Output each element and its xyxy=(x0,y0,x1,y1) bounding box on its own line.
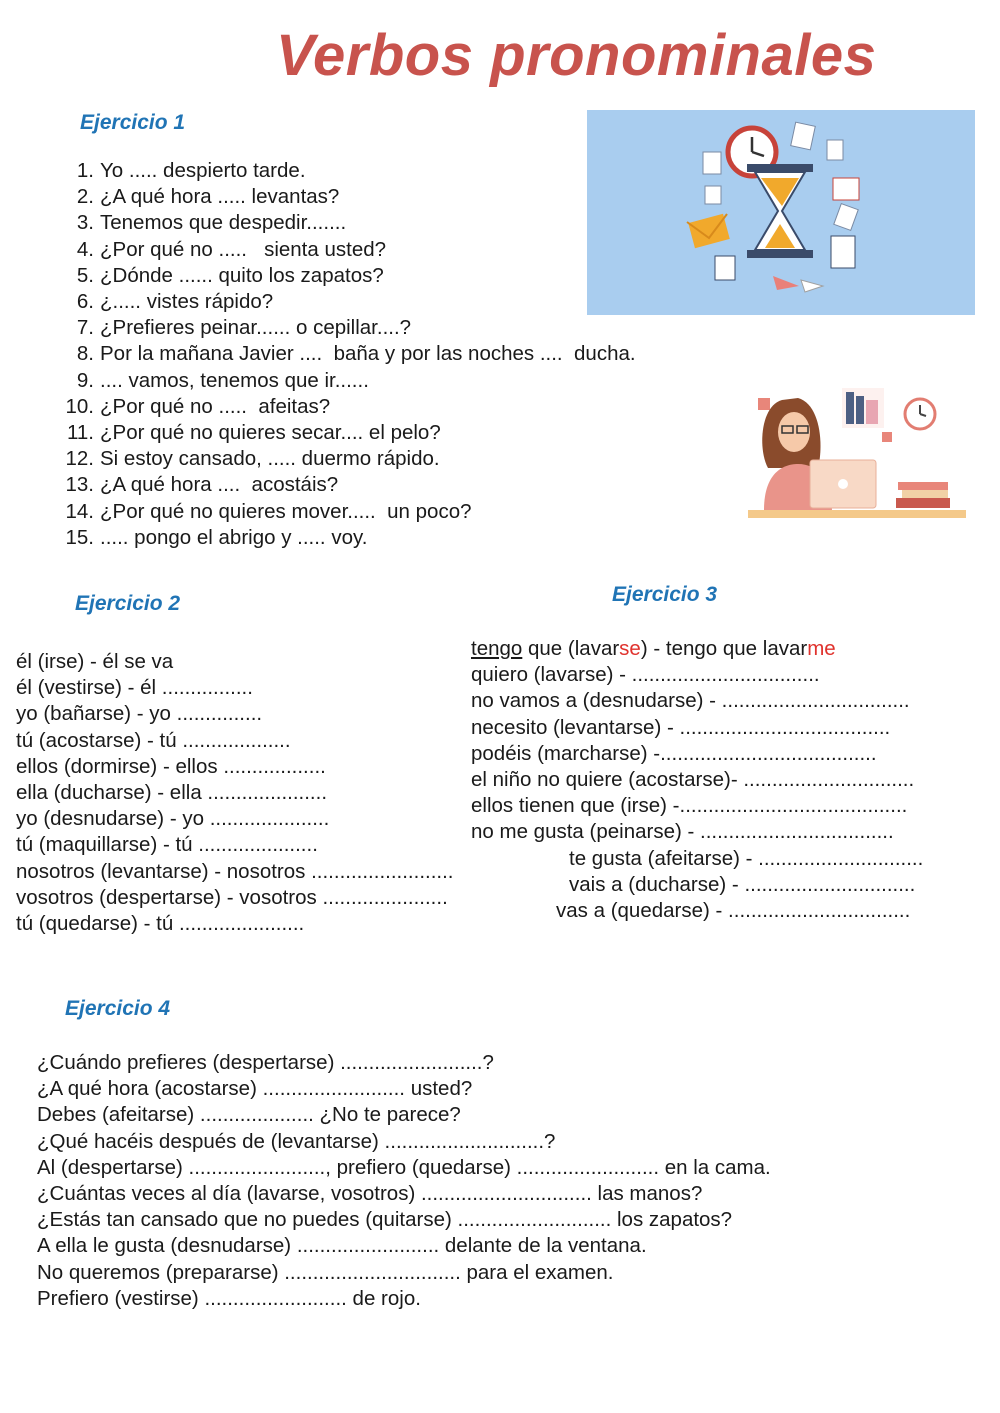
list-item: podéis (marcharse) -...................................... xyxy=(471,741,877,765)
exercise-3-lines xyxy=(471,636,923,924)
list-item: 3. Tenemos que despedir....... xyxy=(76,211,347,235)
exercise-4-lines xyxy=(37,1050,771,1312)
list-item: yo (desnudarse) - yo ..................... xyxy=(16,807,330,831)
list-item: 9. .... vamos, tenemos que ir...... xyxy=(76,368,369,392)
list-item: nosotros (levantarse) - nosotros ......................... xyxy=(16,859,454,883)
list-item: vosotros (despertarse) - vosotros ...................... xyxy=(16,885,448,909)
list-item: ¿Cuándo prefieres (despertarse) .........................? xyxy=(37,1051,494,1074)
exercise-3-example: tengo que (lavarse) - tengo que lavarme xyxy=(471,637,836,660)
list-item: ¿Qué hacéis después de (levantarse) ............................? xyxy=(37,1129,556,1153)
list-item: ¿Estás tan cansado que no puedes (quitarse) ........................... los zapatos? xyxy=(37,1208,733,1232)
list-item: él (irse) - él se va xyxy=(16,650,174,673)
list-item: el niño no quiere (acostarse)- .............................. xyxy=(471,768,915,792)
list-item: quiero (lavarse) - ................................. xyxy=(471,663,820,687)
list-item: tú (quedarse) - tú ...................... xyxy=(16,912,305,936)
list-item: 8. Por la mañana Javier .... baña y por las noches .... ducha. xyxy=(76,342,636,366)
list-item: 13. ¿A qué hora .... acostáis? xyxy=(65,473,339,497)
list-item: No queremos (prepararse) ............................... para el examen. xyxy=(37,1260,614,1284)
list-item: 7. ¿Prefieres peinar...... o cepillar....? xyxy=(76,316,412,340)
list-item: ella (ducharse) - ella ..................... xyxy=(16,781,328,805)
list-item: no me gusta (peinarse) - .................................. xyxy=(471,820,894,844)
hourglass-clock-illustration xyxy=(587,110,975,315)
page-title: Verbos pronominales xyxy=(276,23,877,88)
list-item: te gusta (afeitarse) - ............................. xyxy=(569,846,924,870)
list-item: Al (despertarse) ........................, prefiero (quedarse) ......................... en la cama. xyxy=(37,1155,771,1179)
list-item: tú (maquillarse) - tú ..................... xyxy=(16,833,318,857)
exercise-4-heading: Ejercicio 4 xyxy=(65,997,171,1020)
list-item: 12. Si estoy cansado, ..... duermo rápido. xyxy=(65,447,440,471)
list-item: vais a (ducharse) - .............................. xyxy=(569,872,916,896)
list-item: yo (bañarse) - yo ............... xyxy=(16,702,263,726)
exercise-1-heading: Ejercicio 1 xyxy=(80,111,186,134)
list-item: 10. ¿Por qué no ..... afeitas? xyxy=(65,394,331,418)
list-item: él (vestirse) - él ................ xyxy=(16,676,253,700)
list-item: Debes (afeitarse) .................... ¿No te parece? xyxy=(37,1103,461,1127)
exercise-1-list xyxy=(60,158,636,551)
list-item: 1. Yo ..... despierto tarde. xyxy=(76,159,306,182)
list-item: ellos (dormirse) - ellos .................. xyxy=(16,754,326,778)
list-item: vas a (quedarse) - ................................ xyxy=(556,899,911,923)
list-item: no vamos a (desnudarse) - ................................. xyxy=(471,689,910,713)
list-item: 15. ..... pongo el abrigo y ..... voy. xyxy=(65,525,368,549)
exercise-2-heading: Ejercicio 2 xyxy=(75,592,181,615)
list-item: 6. ¿..... vistes rápido? xyxy=(76,290,274,314)
list-item: 4. ¿Por qué no ..... sienta usted? xyxy=(76,237,387,261)
list-item: tú (acostarse) - tú ................... xyxy=(16,728,291,752)
exercise-3-heading: Ejercicio 3 xyxy=(612,583,718,606)
list-item: 2. ¿A qué hora ..... levantas? xyxy=(76,185,340,209)
list-item: ¿Cuántas veces al día (lavarse, vosotros) .............................. las manos? xyxy=(37,1182,703,1206)
list-item: Prefiero (vestirse) ......................... de rojo. xyxy=(37,1286,421,1310)
exercise-2-lines xyxy=(16,649,454,937)
list-item: 5. ¿Dónde ...... quito los zapatos? xyxy=(76,263,384,287)
list-item: 14. ¿Por qué no quieres mover..... un poco? xyxy=(65,499,472,523)
list-item: A ella le gusta (desnudarse) ......................... delante de la ventana. xyxy=(37,1234,647,1258)
list-item: necesito (levantarse) - ..................................... xyxy=(471,715,891,739)
list-item: 11. ¿Por qué no quieres secar.... el pelo? xyxy=(67,421,441,445)
list-item: ellos tienen que (irse) -........................................ xyxy=(471,794,908,818)
woman-at-desk-illustration xyxy=(742,370,970,528)
list-item: ¿A qué hora (acostarse) ......................... usted? xyxy=(37,1077,473,1101)
